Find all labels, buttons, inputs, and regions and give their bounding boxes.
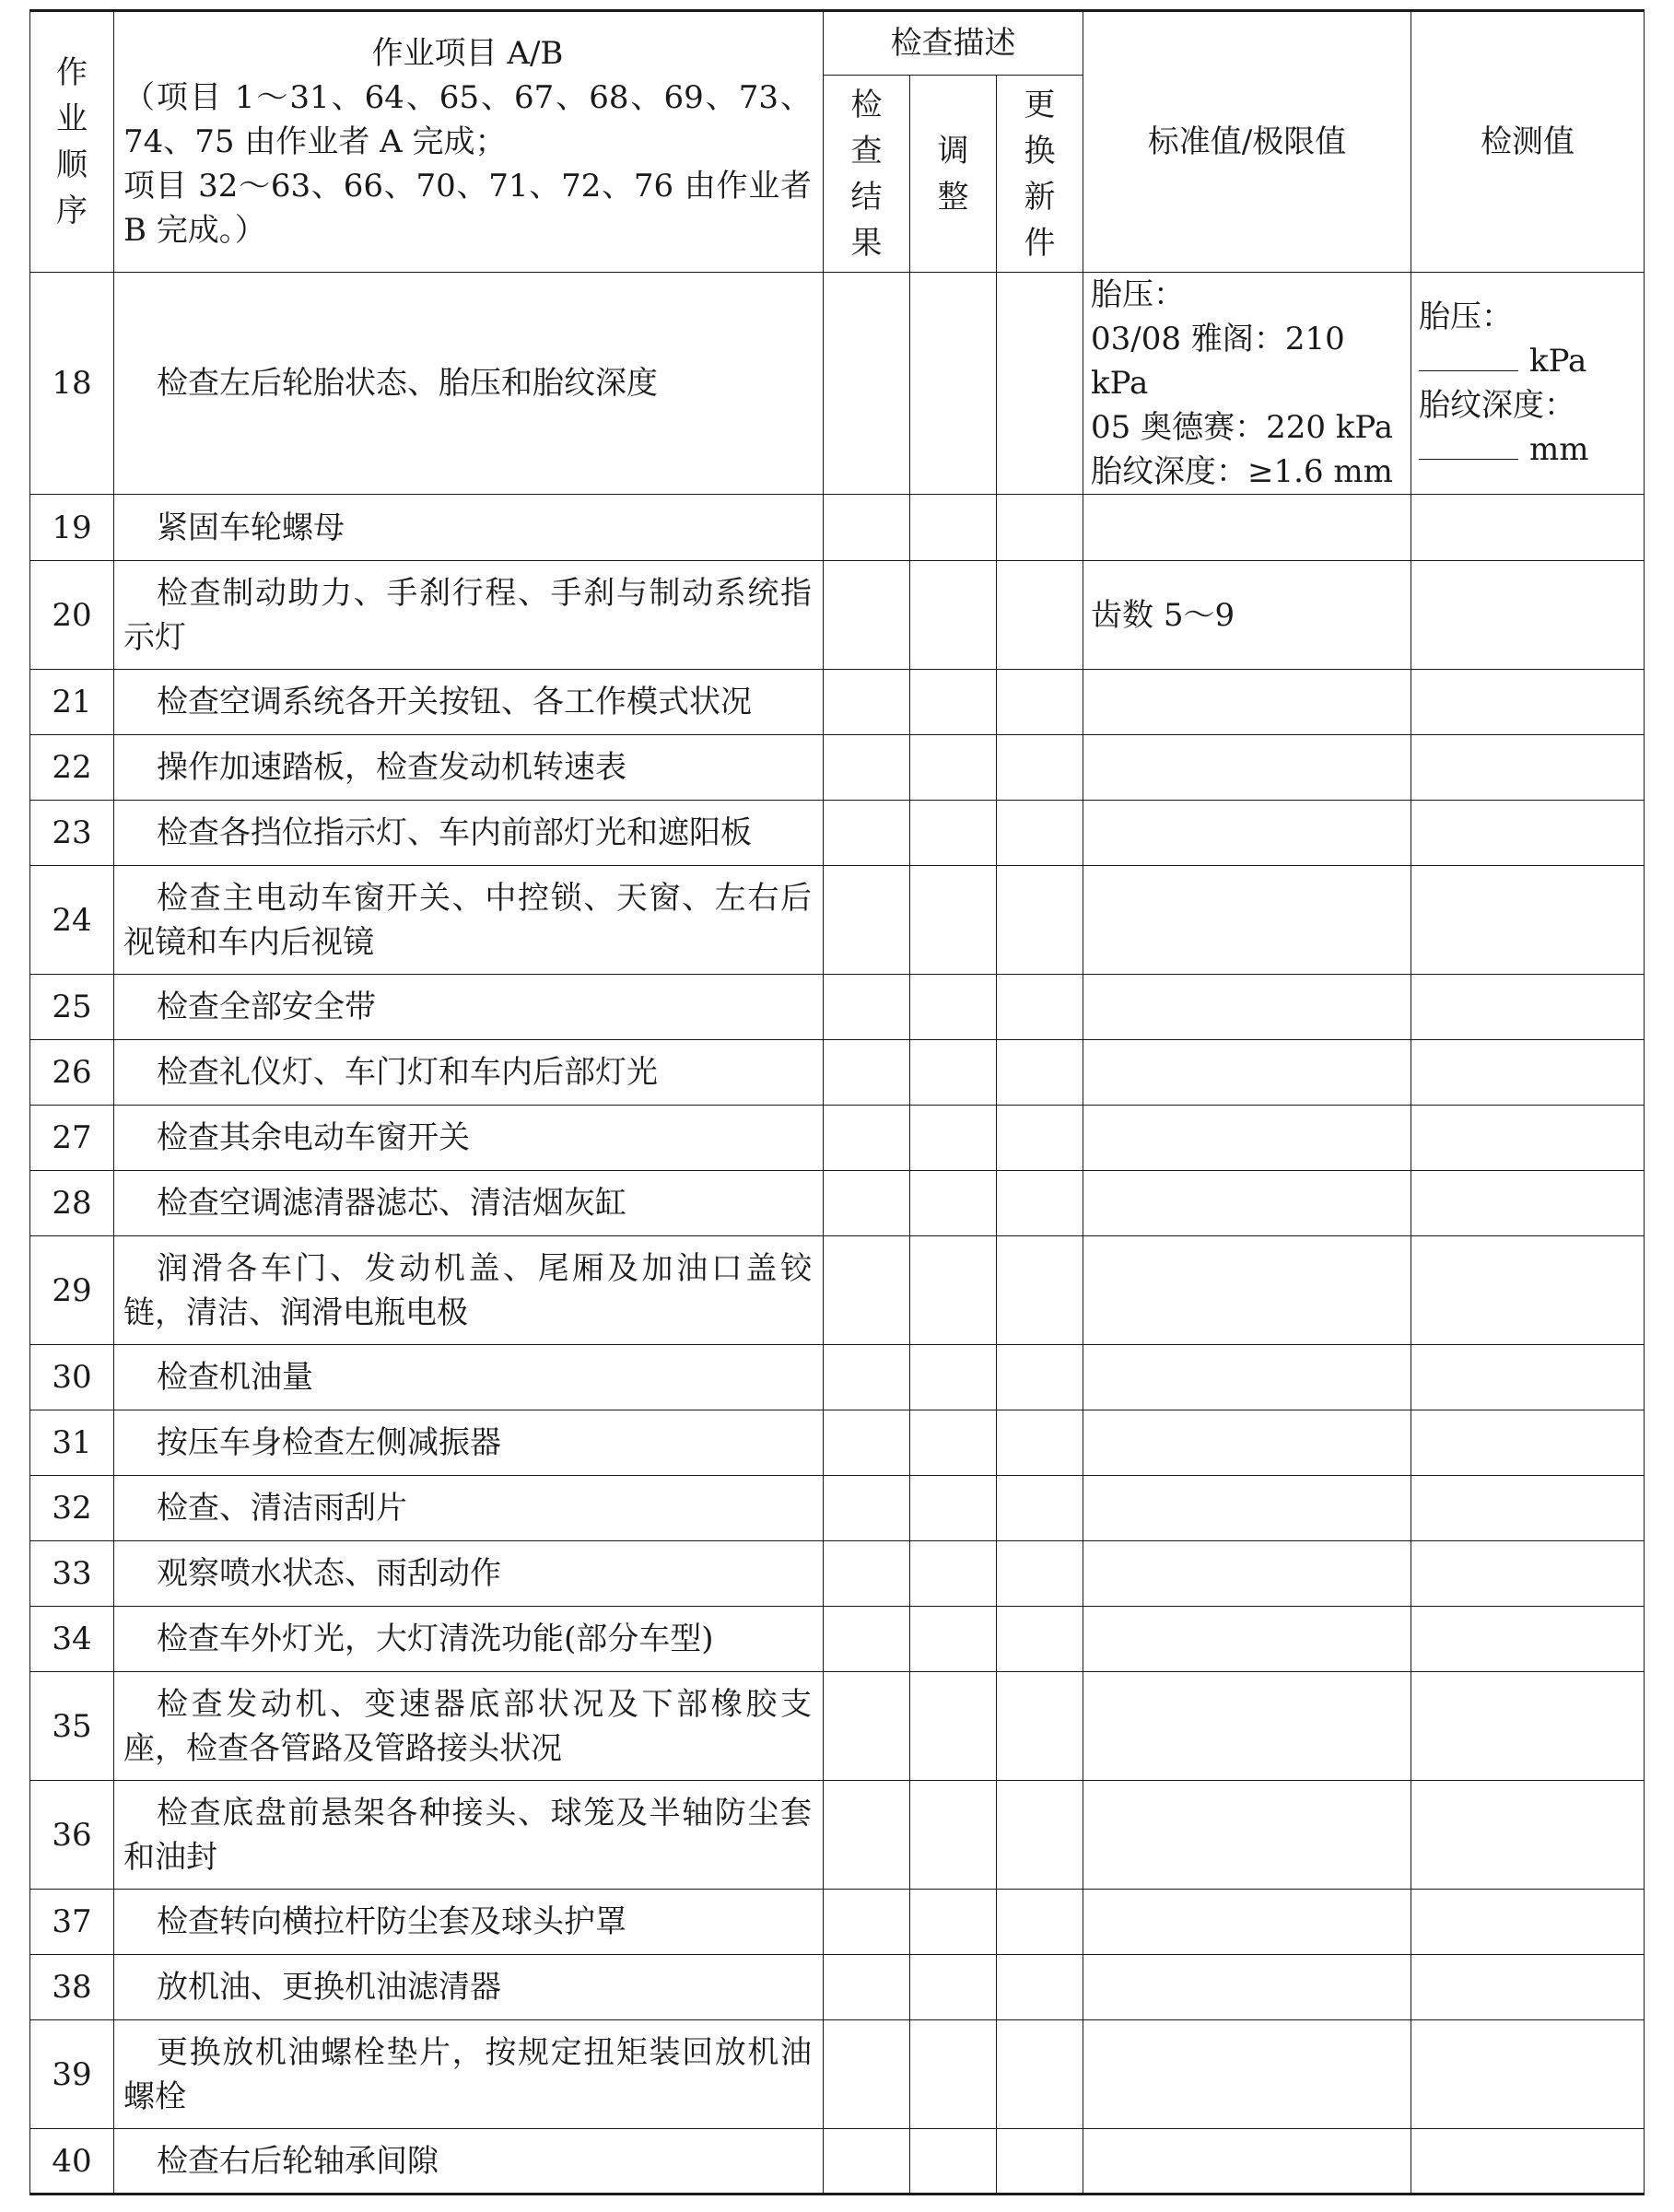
row-seq: 18 <box>30 273 114 495</box>
table-row: 24 检查主电动车窗开关、中控锁、天窗、左右后视镜和车内后视镜 <box>30 866 1645 975</box>
table-row: 19 紧固车轮螺母 <box>30 495 1645 561</box>
header-replace: 更 换 新 件 <box>997 76 1083 273</box>
table-row: 28 检查空调滤清器滤芯、清洁烟灰缸 <box>30 1171 1645 1236</box>
table-row: 40 检查右后轮轴承间隙 <box>30 2129 1645 2194</box>
table-row: 27 检查其余电动车窗开关 <box>30 1106 1645 1171</box>
table-row: 23 检查各挡位指示灯、车内前部灯光和遮阳板 <box>30 801 1645 866</box>
table-row: 37 检查转向横拉杆防尘套及球头护罩 <box>30 1890 1645 1955</box>
replace-cell[interactable] <box>997 273 1083 495</box>
table-row: 25 检查全部安全带 <box>30 975 1645 1040</box>
tire-pressure-blank[interactable] <box>1419 341 1518 371</box>
maintenance-checklist-table <box>29 9 1645 2195</box>
header-adjust: 调 整 <box>910 76 997 273</box>
measured-cell: 胎压： kPa 胎纹深度： mm <box>1411 273 1645 495</box>
table-row: 22 操作加速踏板，检查发动机转速表 <box>30 735 1645 801</box>
header-result: 检 查 结 果 <box>824 76 910 273</box>
header-standard: 标准值/极限值 <box>1083 11 1411 273</box>
table-row: 36 检查底盘前悬架各种接头、球笼及半轴防尘套和油封 <box>30 1781 1645 1890</box>
row-item: 检查左后轮胎状态、胎压和胎纹深度 <box>157 365 658 402</box>
table-row: 31 按压车身检查左侧减振器 <box>30 1410 1645 1476</box>
table-row: 21 检查空调系统各开关按钮、各工作模式状况 <box>30 670 1645 735</box>
table-row: 34 检查车外灯光，大灯清洗功能(部分车型) <box>30 1607 1645 1672</box>
header-item-title: 作业项目 A/B <box>371 35 564 72</box>
table-row: 38 放机油、更换机油滤清器 <box>30 1955 1645 2020</box>
header-measured: 检测值 <box>1411 11 1645 273</box>
table-row <box>30 273 1645 495</box>
header-item <box>114 11 824 273</box>
table-row: 29 润滑各车门、发动机盖、尾厢及加油口盖铰链，清洁、润滑电瓶电极 <box>30 1236 1645 1345</box>
table-row: 26 检查礼仪灯、车门灯和车内后部灯光 <box>30 1040 1645 1106</box>
table-row: 39 更换放机油螺栓垫片，按规定扭矩装回放机油螺栓 <box>30 2020 1645 2129</box>
table-row: 30 检查机油量 <box>30 1345 1645 1410</box>
standard-cell: 齿数 5～9 <box>1083 561 1411 670</box>
adjust-cell[interactable] <box>910 273 997 495</box>
table-row: 20 检查制动助力、手刹行程、手刹与制动系统指示灯 齿数 5～9 <box>30 561 1645 670</box>
tread-depth-blank[interactable] <box>1419 429 1518 460</box>
header-item-note-b: 项目 32～63、66、70、71、72、76 由作业者 B 完成。） <box>123 168 812 249</box>
table-row: 35 检查发动机、变速器底部状况及下部橡胶支座，检查各管路及管路接头状况 <box>30 1672 1645 1781</box>
standard-cell: 胎压： 03/08 雅阁：210 kPa 05 奥德赛：220 kPa 胎纹深度：≥1.6 mm <box>1083 273 1411 495</box>
table-row: 33 观察喷水状态、雨刮动作 <box>30 1541 1645 1607</box>
header-seq: 作 业 顺 序 <box>30 11 114 273</box>
table-row: 32 检查、清洁雨刮片 <box>30 1476 1645 1541</box>
header-item-note-a: （项目 1～31、64、65、67、68、69、73、74、75 由作业者 A 完成； <box>123 79 812 160</box>
result-cell[interactable] <box>824 273 910 495</box>
header-inspection: 检查描述 <box>824 11 1083 76</box>
